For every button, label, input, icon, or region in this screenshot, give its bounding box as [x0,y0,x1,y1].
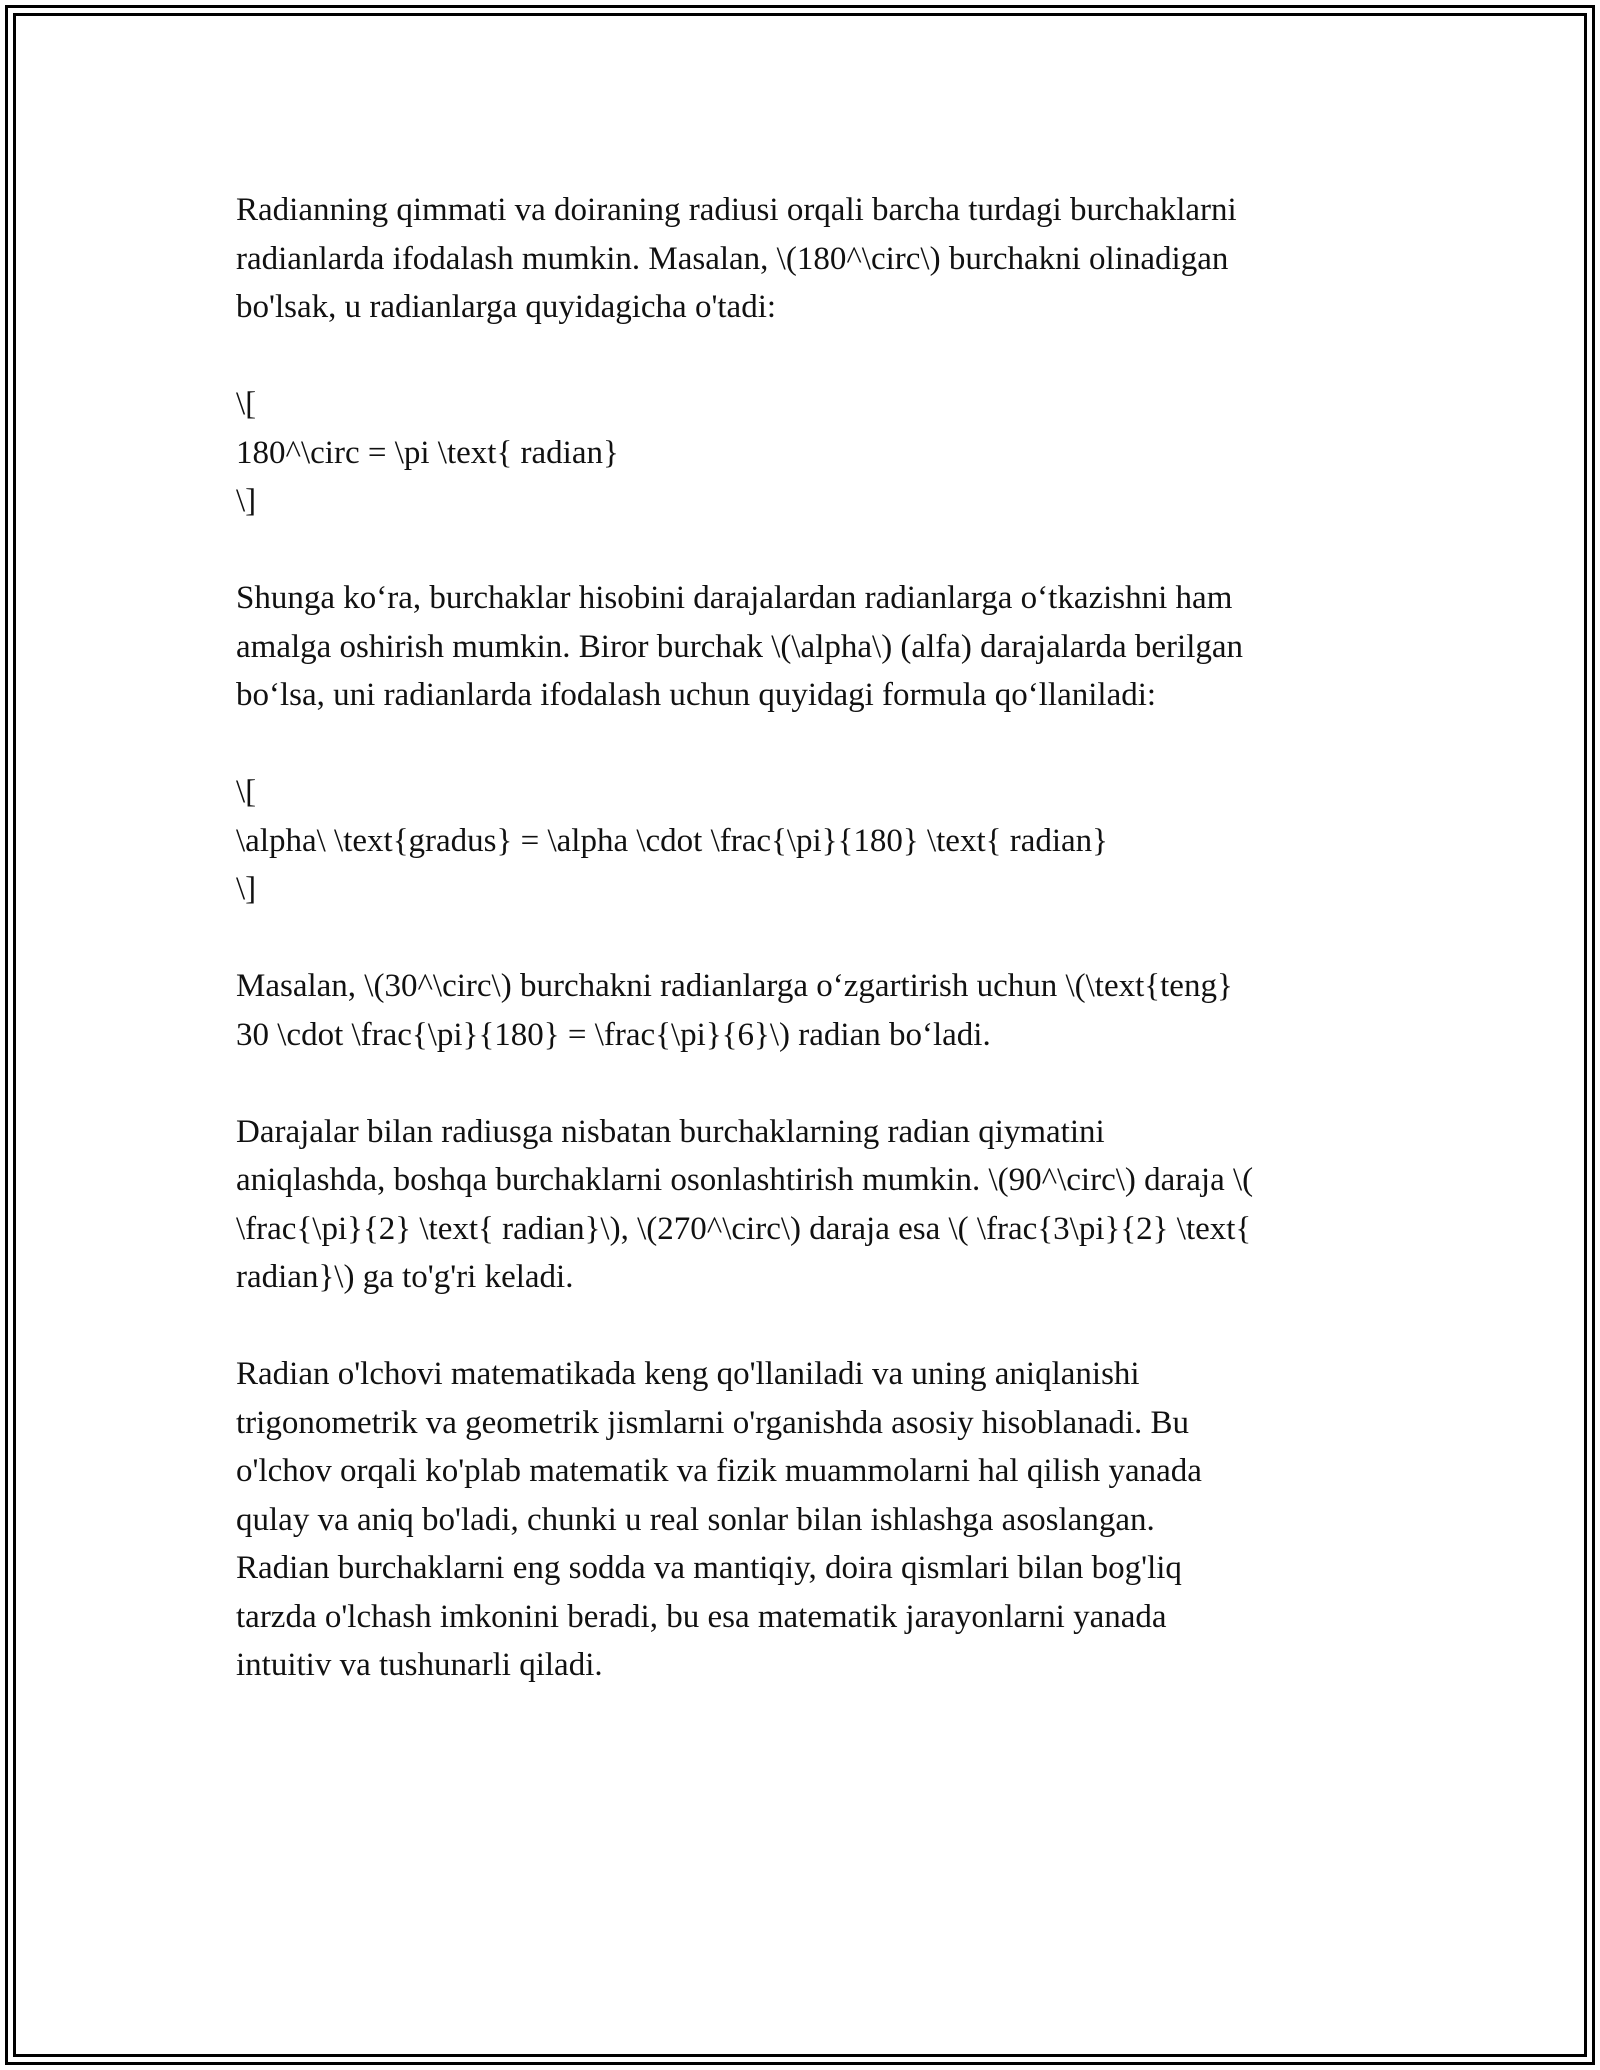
text-line: \alpha\ \text{gradus} = \alpha \cdot \frac{\pi}{180} \text{ radian} [236,822,1109,859]
text-line: \[ [236,774,257,810]
text-line: Radian burchaklarni eng sodda va mantiqiy, doira qismlari bilan bog'liq [236,1550,1182,1586]
paragraph [236,186,1366,332]
text-line: \[ [236,386,257,422]
text-line: tarzda o'lchash imkonini beradi, bu esa matematik jarayonlarni yanada [236,1598,1167,1635]
text-line: 180^\circ = \pi \text{ radian} [236,434,619,471]
display-equation [236,380,1366,526]
paragraph [236,1350,1366,1690]
text-line: 30 \cdot \frac{\pi}{180} = \frac{\pi}{6}\) radian bo‘ladi. [236,1016,991,1053]
text-line: Masalan, \(30^\circ\) burchakni radianlarga o‘zgartirish uchun \(\text{teng} [236,968,1233,1004]
text-line: \] [236,871,257,907]
text-line: aniqlashda, boshqa burchaklarni osonlashtirish mumkin. \(90^\circ\) daraja \( [236,1162,1254,1198]
text-line: \] [236,483,257,519]
text-line: \frac{\pi}{2} \text{ radian}\), \(270^\circ\) daraja esa \( \frac{3\pi}{2} \text{ [236,1210,1252,1247]
text-line: Darajalar bilan radiusga nisbatan burchaklarning radian qiymatini [236,1113,1105,1150]
text-line: amalga oshirish mumkin. Biror burchak \(\alpha\) (alfa) darajalarda berilgan [236,628,1244,665]
text-line: qulay va aniq bo'ladi, chunki u real sonlar bilan ishlashga asoslangan. [236,1501,1155,1538]
text-line: bo'lsak, u radianlarga quyidagicha o'tadi: [236,289,777,325]
text-line: radianlarda ifodalash mumkin. Masalan, \(180^\circ\) burchakni olinadigan [236,240,1229,277]
paragraph [236,1108,1366,1302]
paragraph [236,574,1366,720]
display-equation [236,768,1366,914]
text-line: radian}\) ga to'g'ri keladi. [236,1259,574,1295]
text-line: bo‘lsa, uni radianlarda ifodalash uchun quyidagi formula qo‘llaniladi: [236,677,1157,713]
text-line: Shunga ko‘ra, burchaklar hisobini darajalardan radianlarga o‘tkazishni ham [236,580,1233,616]
text-line: intuitiv va tushunarli qiladi. [236,1647,603,1683]
text-line: Radianning qimmati va doiraning radiusi orqali barcha turdagi burchaklarni [236,192,1237,228]
text-line: o'lchov orqali ko'plab matematik va fizik muammolarni hal qilish yanada [236,1453,1202,1489]
text-line: Radian o'lchovi matematikada keng qo'llaniladi va uning aniqlanishi [236,1356,1140,1392]
paragraph [236,962,1366,1059]
document-body [236,186,1366,1738]
text-line: trigonometrik va geometrik jismlarni o'rganishda asosiy hisoblanadi. Bu [236,1404,1190,1441]
